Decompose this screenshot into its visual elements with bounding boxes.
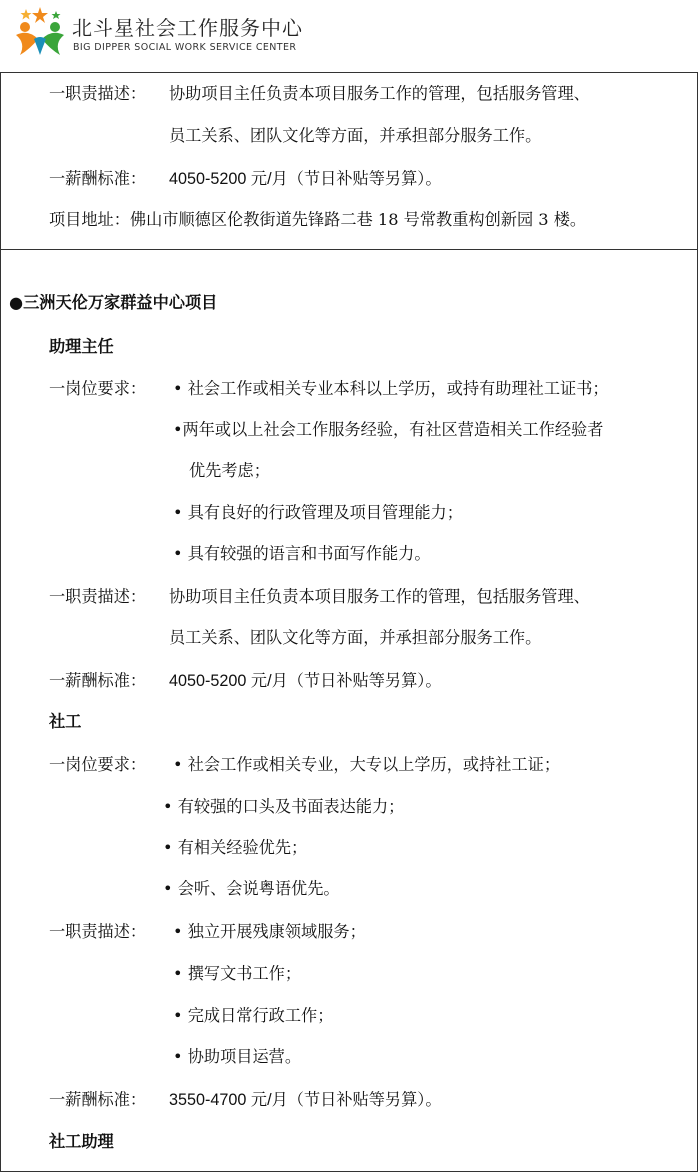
salary-label: 一薪酬标准： xyxy=(49,671,147,690)
salary-label: 一薪酬标准： xyxy=(49,169,147,188)
page-header xyxy=(0,0,700,70)
duty-item: • 协助项目运营。 xyxy=(173,1047,302,1066)
role-title: 助理主任 xyxy=(49,337,114,356)
duty-label: 一职责描述： xyxy=(49,922,147,941)
org-name-cn: 北斗星社会工作服务中心 xyxy=(72,16,303,40)
previous-position-box xyxy=(0,72,698,250)
duty-item: • 独立开展残康领域服务； xyxy=(173,922,366,941)
duty-label: 一职责描述： xyxy=(49,587,147,606)
big-dipper-logo-icon xyxy=(12,5,68,57)
requirement-item: •两年或以上社会工作服务经验，有社区营造相关工作经验者 xyxy=(173,420,604,439)
requirement-label: 一岗位要求： xyxy=(49,379,147,398)
requirement-item: • 社会工作或相关专业，大专以上学历，或持社工证； xyxy=(173,755,561,774)
duty-line: 员工关系、团队文化等方面，并承担部分服务工作。 xyxy=(169,126,542,145)
salary-text: 4050-5200 元/月（节日补贴等另算）。 xyxy=(169,672,442,690)
project-address: 项目地址：佛山市顺德区伦教街道先锋路二巷 18 号常教重构创新园 3 楼。 xyxy=(49,210,587,229)
requirement-item: • 有相关经验优先； xyxy=(163,838,308,857)
requirement-item: • 具有较强的语言和书面写作能力。 xyxy=(173,544,431,563)
requirement-item: • 会听、会说粤语优先。 xyxy=(163,879,340,898)
duty-line: 协助项目主任负责本项目服务工作的管理，包括服务管理、 xyxy=(169,84,590,103)
requirement-item: • 社会工作或相关专业本科以上学历，或持有助理社工证书； xyxy=(173,379,609,398)
role-title: 社工助理 xyxy=(49,1132,114,1151)
requirement-item: • 有较强的口头及书面表达能力； xyxy=(163,797,405,816)
org-name-en: BIG DIPPER SOCIAL WORK SERVICE CENTER xyxy=(73,42,297,53)
duty-item: • 完成日常行政工作； xyxy=(173,1006,334,1025)
duty-item: • 撰写文书工作； xyxy=(173,964,302,983)
salary-label: 一薪酬标准： xyxy=(49,1090,147,1109)
role-title: 社工 xyxy=(49,712,82,731)
duty-line: 协助项目主任负责本项目服务工作的管理，包括服务管理、 xyxy=(169,587,590,606)
duty-label: 一职责描述： xyxy=(49,84,147,103)
salary-text: 4050-5200 元/月（节日补贴等另算）。 xyxy=(169,170,442,188)
requirement-item: • 具有良好的行政管理及项目管理能力； xyxy=(173,503,463,522)
requirement-label: 一岗位要求： xyxy=(49,755,147,774)
project-box xyxy=(0,249,698,1172)
project-title: ●三洲天伦万家群益中心项目 xyxy=(9,293,218,312)
requirement-item: 优先考虑； xyxy=(189,461,270,480)
salary-text: 3550-4700 元/月（节日补贴等另算）。 xyxy=(169,1091,442,1109)
duty-line: 员工关系、团队文化等方面，并承担部分服务工作。 xyxy=(169,628,542,647)
